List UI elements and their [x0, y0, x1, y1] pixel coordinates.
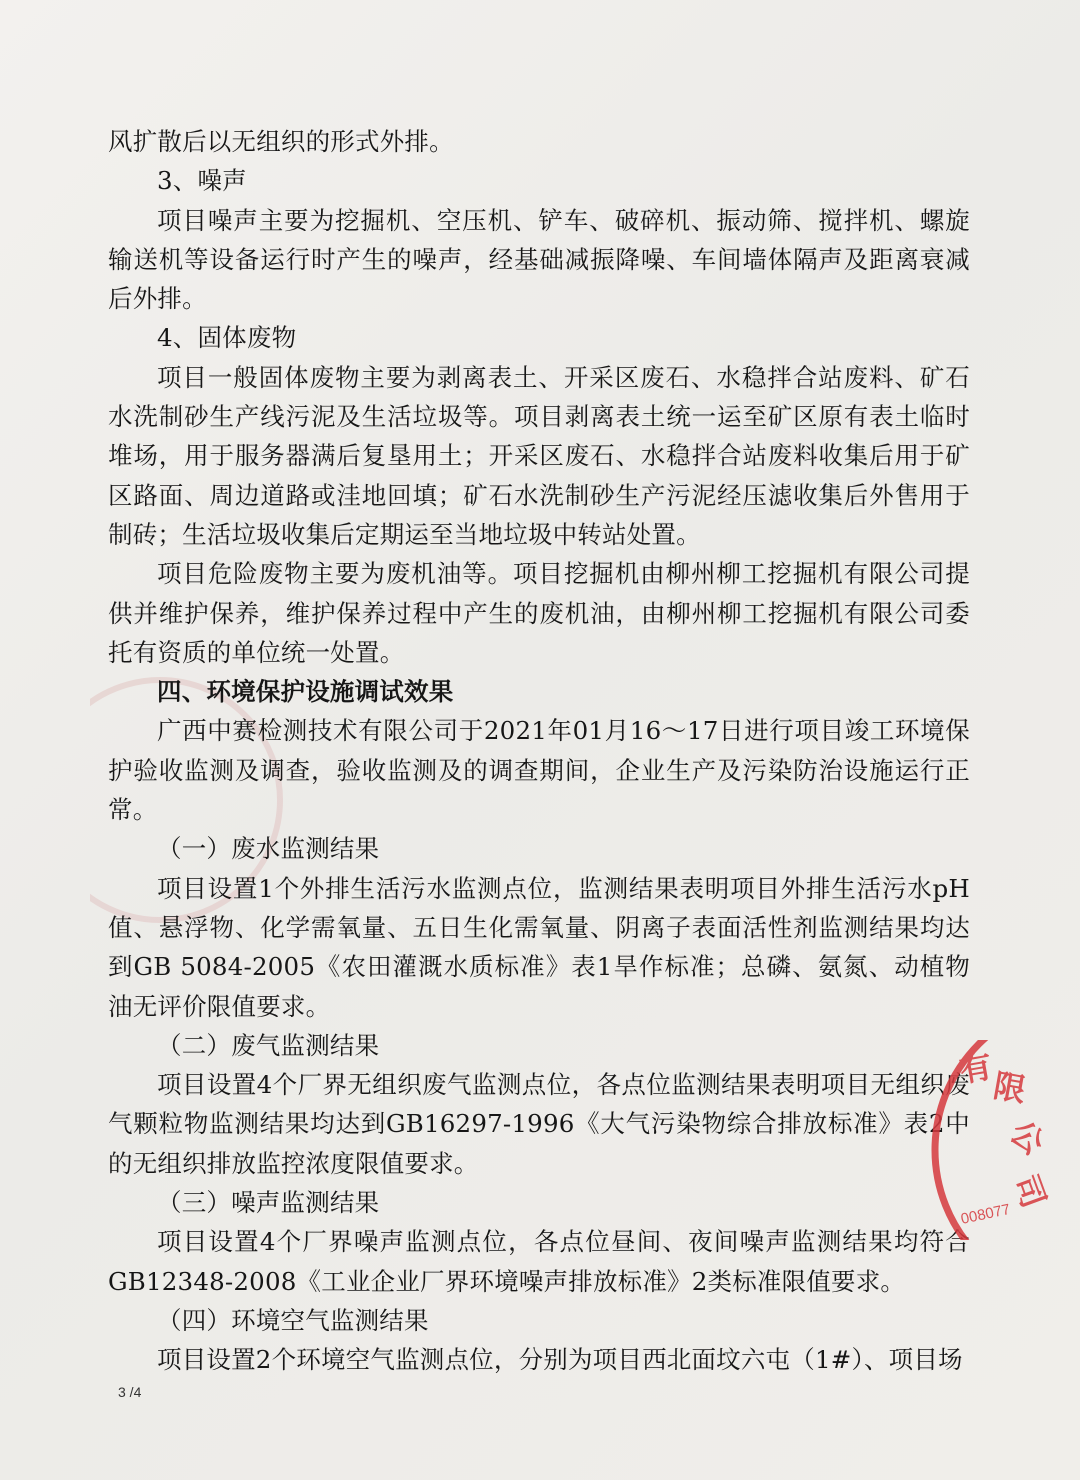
section-heading-solid-waste: 4、固体废物: [157, 323, 297, 353]
page-number: 3 /4: [118, 1384, 142, 1400]
subheading-ambient-air: （四）环境空气监测结果: [157, 1305, 429, 1335]
paragraph: 项目设置2个环境空气监测点位，分别为项目西北面坟六屯（1#）、项目场: [157, 1345, 963, 1375]
seal-char-4: 司: [1006, 1169, 1054, 1213]
section-heading-facility-results: 四、环境保护设施调试效果: [157, 677, 454, 707]
seal-char-1: 有: [956, 1046, 995, 1090]
document-body: [108, 122, 970, 1380]
company-seal: [910, 1040, 1080, 1240]
section-heading-noise: 3、噪声: [157, 166, 247, 196]
paragraph: 广西中赛检测技术有限公司于2021年01月16～17日进行项目竣工环境保护验收监测及调查，验收监测及的调查期间，企业生产及污染防治设施运行正常。: [108, 716, 970, 825]
seal-char-3: 公: [1002, 1113, 1052, 1163]
paragraph: 项目危险废物主要为废机油等。项目挖掘机由柳州柳工挖掘机有限公司提供并维护保养，维护保养过程中产生的废机油，由柳州柳工挖掘机有限公司委托有资质的单位统一处置。: [108, 559, 970, 667]
subheading-exhaust-gas: （二）废气监测结果: [157, 1030, 380, 1060]
paragraph: 项目设置1个外排生活污水监测点位，监测结果表明项目外排生活污水pH值、悬浮物、化学需氧量、五日生化需氧量、阴离子表面活性剂监测结果均达到GB 5084-2005《农田灌溉水质标准》表1旱作标准；总磷、氨氮、动植物油无评价限值要求。: [108, 873, 970, 1021]
paragraph: 项目设置4个厂界噪声监测点位，各点位昼间、夜间噪声监测结果均符合GB12348-2008《工业企业厂界环境噪声排放标准》2类标准限值要求。: [108, 1227, 970, 1296]
seal-serial: 008077: [959, 1200, 1012, 1228]
seal-char-2: 限: [990, 1066, 1029, 1110]
subheading-wastewater: （一）废水监测结果: [157, 834, 380, 864]
paragraph: 风扩散后以无组织的形式外排。: [108, 127, 454, 156]
paragraph: 项目噪声主要为挖掘机、空压机、铲车、破碎机、振动筛、搅拌机、螺旋输送机等设备运行时产生的噪声，经基础减振降噪、车间墙体隔声及距离衰减后外排。: [108, 205, 970, 314]
paragraph: 项目设置4个厂界无组织废气监测点位，各点位监测结果表明项目无组织废气颗粒物监测结果均达到GB16297-1996《大气污染物综合排放标准》表2中的无组织排放监控浓度限值要求。: [108, 1070, 970, 1178]
paragraph: 项目一般固体废物主要为剥离表土、开采区废石、水稳拌合站废料、矿石水洗制砂生产线污泥及生活垃圾等。项目剥离表土统一运至矿区原有表土临时堆场，用于服务器满后复垦用土；开采区废石、水稳拌合站废料收集后用于矿区路面、周边道路或洼地回填；矿石水洗制砂生产污泥经压滤收集后外售用于制砖；生活垃圾收集后定期运至当地垃圾中转站处置。: [108, 362, 970, 549]
subheading-noise-results: （三）噪声监测结果: [157, 1188, 380, 1218]
